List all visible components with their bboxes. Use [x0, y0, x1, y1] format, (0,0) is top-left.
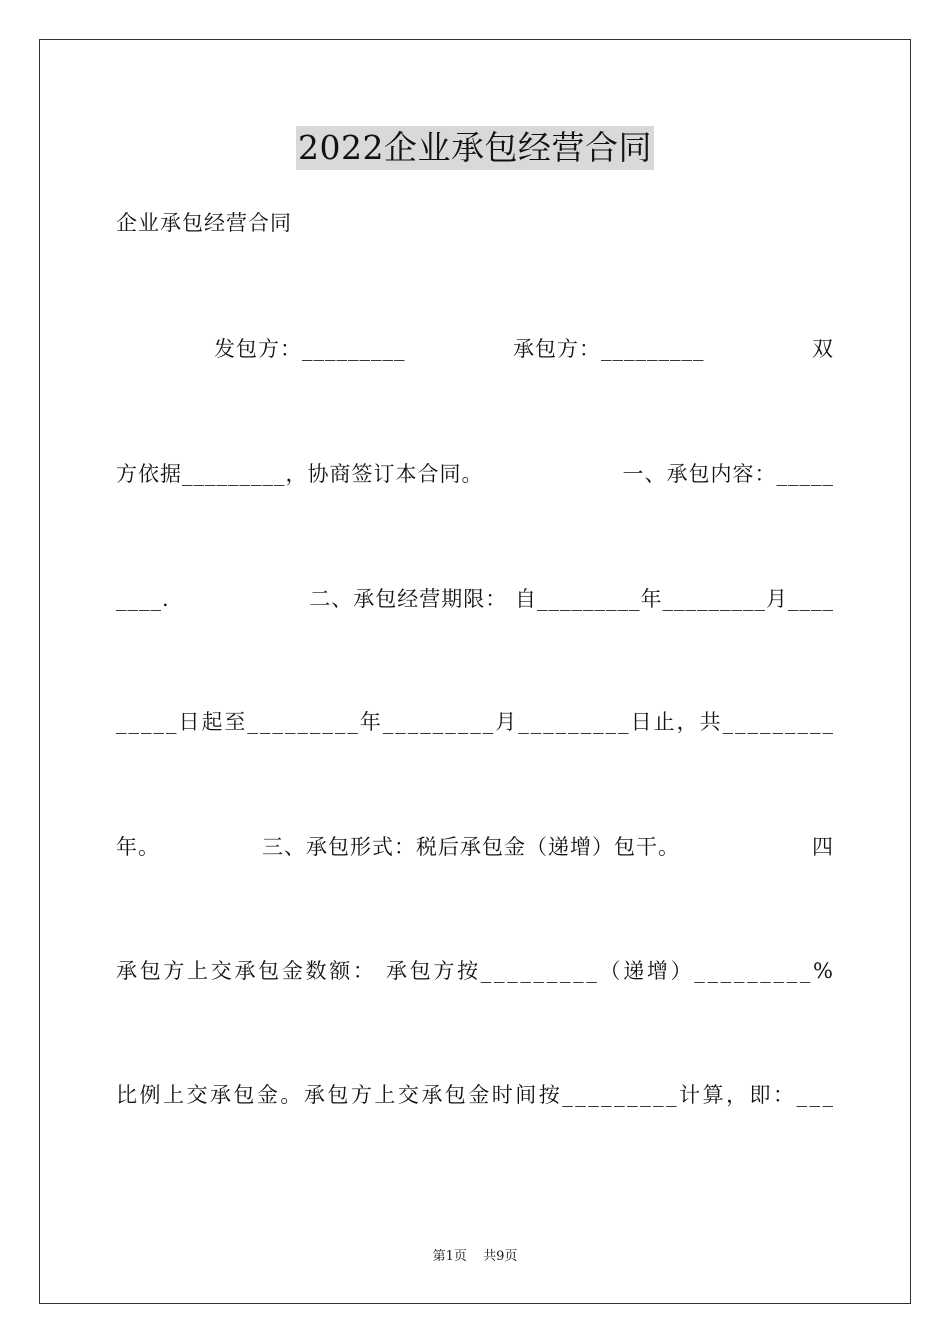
line-5-form: 三、承包形式：税后承包金（递增）包干。: [262, 835, 680, 859]
line-1-party-b: 承包方：_________: [513, 337, 705, 361]
body-line-5: [116, 830, 834, 864]
line-2-content: 一、承包内容：_____: [622, 462, 834, 486]
document-title-container: [0, 126, 950, 170]
line-2-basis: 方依据_________，协商签订本合同。: [116, 462, 484, 486]
line-3-term: 二、承包经营期限： 自_________年_________月____: [309, 587, 834, 611]
document-title: 2022企业承包经营合同: [296, 126, 654, 170]
page-footer: [0, 1248, 950, 1266]
line-3-blank: ____.: [116, 587, 170, 611]
page-number: 第1页: [432, 1249, 467, 1264]
line-6-amount: 承包方上交承包金数额： 承包方按_________（递增）_________%: [116, 959, 836, 983]
line-5-year: 年。: [116, 835, 160, 859]
line-4-dates: _____日起至_________年_________月_________日止，共_________: [116, 710, 835, 734]
body-line-1: [116, 332, 834, 366]
line-1-party-a: 发包方：_________: [214, 337, 406, 361]
body-line-7: [116, 1078, 834, 1112]
document-subtitle: 企业承包经营合同: [116, 211, 292, 235]
line-7-ratio: 比例上交承包金。承包方上交承包金时间按_________计算，即：___: [116, 1083, 836, 1107]
line-1-end: 双: [812, 337, 834, 361]
body-line-4: [116, 705, 834, 739]
body-line-3: [116, 582, 834, 616]
body-line-6: [116, 954, 834, 988]
line-5-end: 四: [812, 835, 834, 859]
body-line-2: [116, 457, 834, 491]
page-total: 共9页: [483, 1249, 518, 1264]
